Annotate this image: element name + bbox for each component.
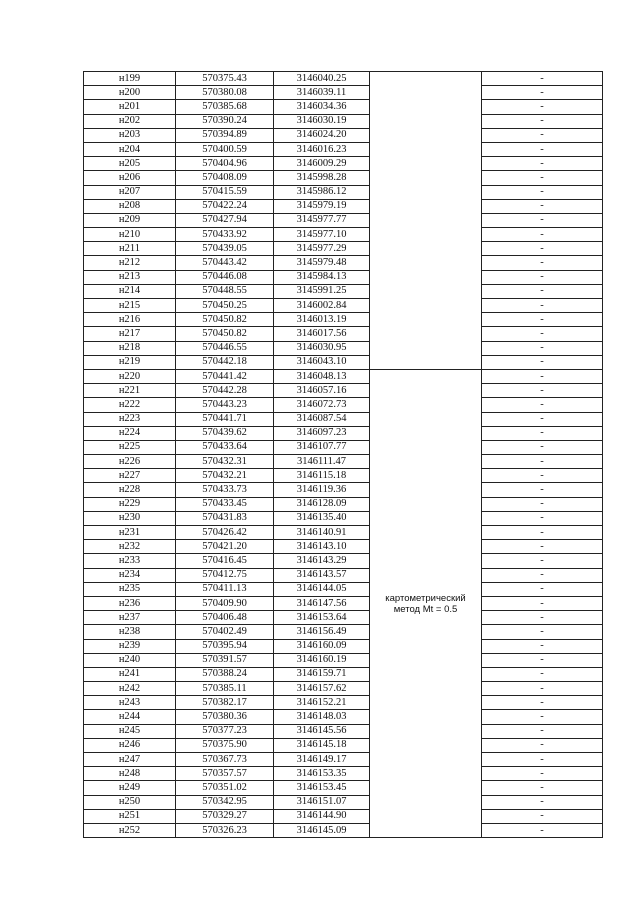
y-coordinate-cell: 3145977.77 <box>274 213 370 227</box>
point-id-cell: н250 <box>84 795 176 809</box>
table-row <box>84 128 603 142</box>
point-id-cell: н208 <box>84 199 176 213</box>
point-id-cell: н238 <box>84 625 176 639</box>
y-coordinate-cell: 3146143.57 <box>274 568 370 582</box>
accuracy-cell: - <box>482 483 603 497</box>
y-coordinate-cell: 3146111.47 <box>274 455 370 469</box>
point-id-cell: н246 <box>84 738 176 752</box>
accuracy-cell: - <box>482 114 603 128</box>
point-id-cell: н211 <box>84 242 176 256</box>
y-coordinate-cell: 3146145.56 <box>274 724 370 738</box>
point-id-cell: н247 <box>84 753 176 767</box>
point-id-cell: н240 <box>84 653 176 667</box>
accuracy-cell: - <box>482 511 603 525</box>
x-coordinate-cell: 570450.82 <box>176 313 274 327</box>
point-id-cell: н243 <box>84 696 176 710</box>
point-id-cell: н204 <box>84 142 176 156</box>
table-row <box>84 341 603 355</box>
y-coordinate-cell: 3145998.28 <box>274 171 370 185</box>
table-row <box>84 426 603 440</box>
x-coordinate-cell: 570412.75 <box>176 568 274 582</box>
coordinates-table <box>83 71 603 838</box>
point-id-cell: н223 <box>84 412 176 426</box>
table-row <box>84 114 603 128</box>
point-id-cell: н231 <box>84 526 176 540</box>
point-id-cell: н215 <box>84 299 176 313</box>
accuracy-cell: - <box>482 710 603 724</box>
accuracy-cell: - <box>482 313 603 327</box>
accuracy-cell: - <box>482 341 603 355</box>
accuracy-cell: - <box>482 625 603 639</box>
point-id-cell: н201 <box>84 100 176 114</box>
y-coordinate-cell: 3145986.12 <box>274 185 370 199</box>
x-coordinate-cell: 570326.23 <box>176 823 274 837</box>
x-coordinate-cell: 570342.95 <box>176 795 274 809</box>
accuracy-cell: - <box>482 412 603 426</box>
method-cell <box>370 72 482 370</box>
x-coordinate-cell: 570385.68 <box>176 100 274 114</box>
point-id-cell: н245 <box>84 724 176 738</box>
table-row <box>84 171 603 185</box>
x-coordinate-cell: 570421.20 <box>176 540 274 554</box>
point-id-cell: н225 <box>84 440 176 454</box>
table-row <box>84 327 603 341</box>
point-id-cell: н227 <box>84 469 176 483</box>
accuracy-cell: - <box>482 497 603 511</box>
accuracy-cell: - <box>482 256 603 270</box>
x-coordinate-cell: 570375.90 <box>176 738 274 752</box>
x-coordinate-cell: 570450.25 <box>176 299 274 313</box>
x-coordinate-cell: 570351.02 <box>176 781 274 795</box>
table-row <box>84 72 603 86</box>
y-coordinate-cell: 3146030.95 <box>274 341 370 355</box>
table-row <box>84 86 603 100</box>
accuracy-cell: - <box>482 540 603 554</box>
x-coordinate-cell: 570404.96 <box>176 157 274 171</box>
y-coordinate-cell: 3146048.13 <box>274 369 370 383</box>
point-id-cell: н226 <box>84 455 176 469</box>
accuracy-cell: - <box>482 526 603 540</box>
table-row <box>84 497 603 511</box>
y-coordinate-cell: 3146024.20 <box>274 128 370 142</box>
table-row <box>84 639 603 653</box>
table-row <box>84 611 603 625</box>
table-row <box>84 682 603 696</box>
table-row <box>84 511 603 525</box>
accuracy-cell: - <box>482 696 603 710</box>
accuracy-cell: - <box>482 171 603 185</box>
x-coordinate-cell: 570433.45 <box>176 497 274 511</box>
y-coordinate-cell: 3145984.13 <box>274 270 370 284</box>
table-row <box>84 653 603 667</box>
point-id-cell: н203 <box>84 128 176 142</box>
point-id-cell: н242 <box>84 682 176 696</box>
accuracy-cell: - <box>482 596 603 610</box>
accuracy-cell: - <box>482 724 603 738</box>
x-coordinate-cell: 570446.08 <box>176 270 274 284</box>
y-coordinate-cell: 3146016.23 <box>274 142 370 156</box>
x-coordinate-cell: 570441.42 <box>176 369 274 383</box>
accuracy-cell: - <box>482 369 603 383</box>
x-coordinate-cell: 570439.05 <box>176 242 274 256</box>
accuracy-cell: - <box>482 639 603 653</box>
accuracy-cell: - <box>482 809 603 823</box>
y-coordinate-cell: 3146115.18 <box>274 469 370 483</box>
accuracy-cell: - <box>482 469 603 483</box>
x-coordinate-cell: 570388.24 <box>176 667 274 681</box>
x-coordinate-cell: 570426.42 <box>176 526 274 540</box>
y-coordinate-cell: 3146013.19 <box>274 313 370 327</box>
accuracy-cell: - <box>482 781 603 795</box>
y-coordinate-cell: 3146152.21 <box>274 696 370 710</box>
table-row <box>84 823 603 837</box>
x-coordinate-cell: 570446.55 <box>176 341 274 355</box>
y-coordinate-cell: 3146107.77 <box>274 440 370 454</box>
y-coordinate-cell: 3146160.09 <box>274 639 370 653</box>
x-coordinate-cell: 570395.94 <box>176 639 274 653</box>
point-id-cell: н213 <box>84 270 176 284</box>
x-coordinate-cell: 570443.42 <box>176 256 274 270</box>
x-coordinate-cell: 570427.94 <box>176 213 274 227</box>
x-coordinate-cell: 570443.23 <box>176 398 274 412</box>
accuracy-cell: - <box>482 554 603 568</box>
y-coordinate-cell: 3146147.56 <box>274 596 370 610</box>
accuracy-cell: - <box>482 100 603 114</box>
table-row <box>84 795 603 809</box>
point-id-cell: н222 <box>84 398 176 412</box>
point-id-cell: н220 <box>84 369 176 383</box>
y-coordinate-cell: 3146157.62 <box>274 682 370 696</box>
point-id-cell: н241 <box>84 667 176 681</box>
table-row <box>84 667 603 681</box>
y-coordinate-cell: 3146151.07 <box>274 795 370 809</box>
y-coordinate-cell: 3146128.09 <box>274 497 370 511</box>
accuracy-cell: - <box>482 327 603 341</box>
y-coordinate-cell: 3146057.16 <box>274 384 370 398</box>
accuracy-cell: - <box>482 398 603 412</box>
table-row <box>84 554 603 568</box>
y-coordinate-cell: 3146153.64 <box>274 611 370 625</box>
accuracy-cell: - <box>482 568 603 582</box>
accuracy-cell: - <box>482 355 603 369</box>
table-row <box>84 199 603 213</box>
accuracy-cell: - <box>482 299 603 313</box>
accuracy-cell: - <box>482 284 603 298</box>
accuracy-cell: - <box>482 767 603 781</box>
table-row <box>84 710 603 724</box>
y-coordinate-cell: 3146144.90 <box>274 809 370 823</box>
y-coordinate-cell: 3146135.40 <box>274 511 370 525</box>
table-row <box>84 398 603 412</box>
x-coordinate-cell: 570411.13 <box>176 582 274 596</box>
y-coordinate-cell: 3145991.25 <box>274 284 370 298</box>
x-coordinate-cell: 570409.90 <box>176 596 274 610</box>
point-id-cell: н251 <box>84 809 176 823</box>
point-id-cell: н212 <box>84 256 176 270</box>
y-coordinate-cell: 3146145.09 <box>274 823 370 837</box>
accuracy-cell: - <box>482 440 603 454</box>
table-row <box>84 355 603 369</box>
y-coordinate-cell: 3146143.29 <box>274 554 370 568</box>
point-id-cell: н237 <box>84 611 176 625</box>
accuracy-cell: - <box>482 426 603 440</box>
table-row <box>84 384 603 398</box>
x-coordinate-cell: 570432.21 <box>176 469 274 483</box>
x-coordinate-cell: 570385.11 <box>176 682 274 696</box>
y-coordinate-cell: 3146153.45 <box>274 781 370 795</box>
y-coordinate-cell: 3146087.54 <box>274 412 370 426</box>
point-id-cell: н199 <box>84 72 176 86</box>
accuracy-cell: - <box>482 128 603 142</box>
y-coordinate-cell: 3146009.29 <box>274 157 370 171</box>
accuracy-cell: - <box>482 682 603 696</box>
point-id-cell: н224 <box>84 426 176 440</box>
y-coordinate-cell: 3146153.35 <box>274 767 370 781</box>
accuracy-cell: - <box>482 213 603 227</box>
y-coordinate-cell: 3146040.25 <box>274 72 370 86</box>
y-coordinate-cell: 3146072.73 <box>274 398 370 412</box>
point-id-cell: н244 <box>84 710 176 724</box>
table-row <box>84 100 603 114</box>
y-coordinate-cell: 3146160.19 <box>274 653 370 667</box>
table-row <box>84 440 603 454</box>
point-id-cell: н218 <box>84 341 176 355</box>
table-row <box>84 412 603 426</box>
table-row <box>84 540 603 554</box>
y-coordinate-cell: 3146145.18 <box>274 738 370 752</box>
accuracy-cell: - <box>482 72 603 86</box>
x-coordinate-cell: 570439.62 <box>176 426 274 440</box>
y-coordinate-cell: 3146119.36 <box>274 483 370 497</box>
x-coordinate-cell: 570415.59 <box>176 185 274 199</box>
table-row <box>84 256 603 270</box>
table-row <box>84 284 603 298</box>
x-coordinate-cell: 570382.17 <box>176 696 274 710</box>
x-coordinate-cell: 570391.57 <box>176 653 274 667</box>
y-coordinate-cell: 3146140.91 <box>274 526 370 540</box>
table-row <box>84 696 603 710</box>
x-coordinate-cell: 570375.43 <box>176 72 274 86</box>
table-row <box>84 724 603 738</box>
table-row <box>84 228 603 242</box>
table-row <box>84 625 603 639</box>
x-coordinate-cell: 570357.57 <box>176 767 274 781</box>
y-coordinate-cell: 3146043.10 <box>274 355 370 369</box>
y-coordinate-cell: 3146156.49 <box>274 625 370 639</box>
table-row <box>84 568 603 582</box>
y-coordinate-cell: 3146030.19 <box>274 114 370 128</box>
point-id-cell: н235 <box>84 582 176 596</box>
accuracy-cell: - <box>482 795 603 809</box>
accuracy-cell: - <box>482 199 603 213</box>
point-id-cell: н206 <box>84 171 176 185</box>
point-id-cell: н236 <box>84 596 176 610</box>
point-id-cell: н249 <box>84 781 176 795</box>
x-coordinate-cell: 570448.55 <box>176 284 274 298</box>
y-coordinate-cell: 3146148.03 <box>274 710 370 724</box>
accuracy-cell: - <box>482 455 603 469</box>
accuracy-cell: - <box>482 270 603 284</box>
x-coordinate-cell: 570394.89 <box>176 128 274 142</box>
y-coordinate-cell: 3145977.29 <box>274 242 370 256</box>
method-cell: картометрический метод Mt = 0.5 <box>370 369 482 837</box>
table-row <box>84 781 603 795</box>
point-id-cell: н234 <box>84 568 176 582</box>
accuracy-cell: - <box>482 142 603 156</box>
table-row <box>84 157 603 171</box>
y-coordinate-cell: 3146034.36 <box>274 100 370 114</box>
accuracy-cell: - <box>482 157 603 171</box>
point-id-cell: н252 <box>84 823 176 837</box>
accuracy-cell: - <box>482 384 603 398</box>
point-id-cell: н217 <box>84 327 176 341</box>
table-row <box>84 299 603 313</box>
coordinates-table-body <box>84 72 603 838</box>
y-coordinate-cell: 3145979.48 <box>274 256 370 270</box>
table-row <box>84 270 603 284</box>
point-id-cell: н233 <box>84 554 176 568</box>
table-row <box>84 526 603 540</box>
accuracy-cell: - <box>482 823 603 837</box>
x-coordinate-cell: 570380.08 <box>176 86 274 100</box>
point-id-cell: н228 <box>84 483 176 497</box>
x-coordinate-cell: 570433.92 <box>176 228 274 242</box>
table-row <box>84 213 603 227</box>
y-coordinate-cell: 3145979.19 <box>274 199 370 213</box>
y-coordinate-cell: 3146144.05 <box>274 582 370 596</box>
x-coordinate-cell: 570441.71 <box>176 412 274 426</box>
x-coordinate-cell: 570380.36 <box>176 710 274 724</box>
x-coordinate-cell: 570433.73 <box>176 483 274 497</box>
table-row <box>84 483 603 497</box>
point-id-cell: н232 <box>84 540 176 554</box>
point-id-cell: н239 <box>84 639 176 653</box>
table-row <box>84 596 603 610</box>
table-row <box>84 142 603 156</box>
table-row <box>84 242 603 256</box>
point-id-cell: н248 <box>84 767 176 781</box>
point-id-cell: н202 <box>84 114 176 128</box>
accuracy-cell: - <box>482 611 603 625</box>
table-row <box>84 582 603 596</box>
y-coordinate-cell: 3146149.17 <box>274 753 370 767</box>
x-coordinate-cell: 570367.73 <box>176 753 274 767</box>
x-coordinate-cell: 570432.31 <box>176 455 274 469</box>
accuracy-cell: - <box>482 86 603 100</box>
point-id-cell: н210 <box>84 228 176 242</box>
accuracy-cell: - <box>482 242 603 256</box>
y-coordinate-cell: 3146143.10 <box>274 540 370 554</box>
x-coordinate-cell: 570442.28 <box>176 384 274 398</box>
table-row <box>84 469 603 483</box>
accuracy-cell: - <box>482 228 603 242</box>
y-coordinate-cell: 3146159.71 <box>274 667 370 681</box>
x-coordinate-cell: 570400.59 <box>176 142 274 156</box>
point-id-cell: н200 <box>84 86 176 100</box>
table-row <box>84 185 603 199</box>
y-coordinate-cell: 3146017.56 <box>274 327 370 341</box>
accuracy-cell: - <box>482 582 603 596</box>
table-row <box>84 809 603 823</box>
accuracy-cell: - <box>482 738 603 752</box>
table-row <box>84 369 603 383</box>
x-coordinate-cell: 570402.49 <box>176 625 274 639</box>
x-coordinate-cell: 570442.18 <box>176 355 274 369</box>
x-coordinate-cell: 570433.64 <box>176 440 274 454</box>
point-id-cell: н216 <box>84 313 176 327</box>
accuracy-cell: - <box>482 653 603 667</box>
y-coordinate-cell: 3146097.23 <box>274 426 370 440</box>
table-row <box>84 767 603 781</box>
y-coordinate-cell: 3145977.10 <box>274 228 370 242</box>
x-coordinate-cell: 570329.27 <box>176 809 274 823</box>
x-coordinate-cell: 570408.09 <box>176 171 274 185</box>
point-id-cell: н209 <box>84 213 176 227</box>
point-id-cell: н230 <box>84 511 176 525</box>
x-coordinate-cell: 570450.82 <box>176 327 274 341</box>
table-row <box>84 753 603 767</box>
x-coordinate-cell: 570416.45 <box>176 554 274 568</box>
x-coordinate-cell: 570406.48 <box>176 611 274 625</box>
y-coordinate-cell: 3146039.11 <box>274 86 370 100</box>
table-row <box>84 738 603 752</box>
point-id-cell: н214 <box>84 284 176 298</box>
point-id-cell: н229 <box>84 497 176 511</box>
x-coordinate-cell: 570422.24 <box>176 199 274 213</box>
point-id-cell: н205 <box>84 157 176 171</box>
point-id-cell: н221 <box>84 384 176 398</box>
point-id-cell: н207 <box>84 185 176 199</box>
table-row <box>84 455 603 469</box>
accuracy-cell: - <box>482 667 603 681</box>
table-row <box>84 313 603 327</box>
x-coordinate-cell: 570377.23 <box>176 724 274 738</box>
x-coordinate-cell: 570390.24 <box>176 114 274 128</box>
accuracy-cell: - <box>482 185 603 199</box>
point-id-cell: н219 <box>84 355 176 369</box>
y-coordinate-cell: 3146002.84 <box>274 299 370 313</box>
accuracy-cell: - <box>482 753 603 767</box>
x-coordinate-cell: 570431.83 <box>176 511 274 525</box>
